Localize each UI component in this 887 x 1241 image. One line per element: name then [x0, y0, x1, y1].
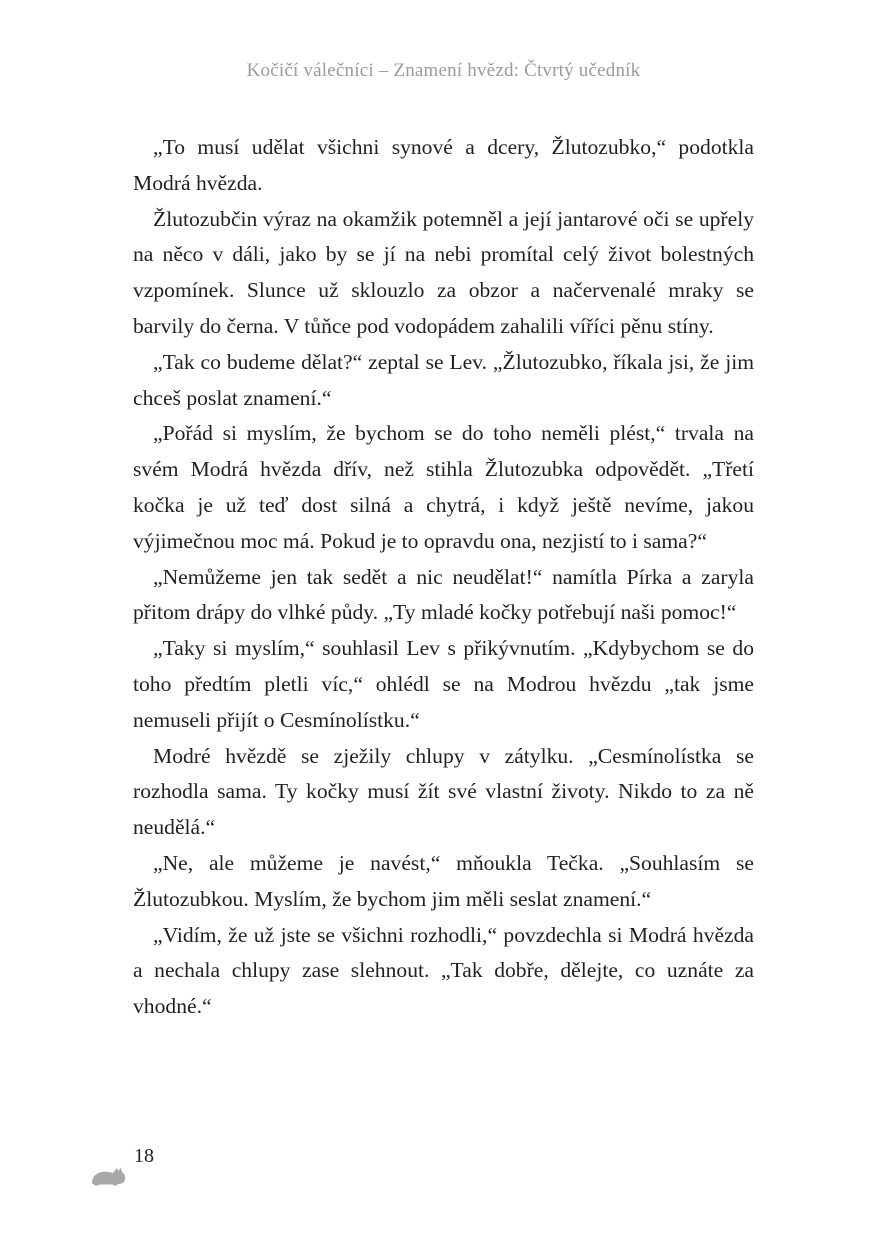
paragraph-8: „Ne, ale můžeme je navést,“ mňoukla Tečka. „Souhlasím se Žlutozubkou. Myslím, že bychom jim měli seslat znamení.“ [133, 850, 754, 911]
running-header: Kočičí válečníci – Znamení hvězd: Čtvrtý učedník [246, 60, 641, 81]
paragraph-5: „Nemůžeme jen tak sedět a nic neudělat!“ namítla Pírka a zaryla přitom drápy do vlhké půdy. „Ty mladé kočky potřebují naši pomoc!“ [133, 564, 754, 625]
paragraph-9: „Vidím, že už jste se všichni rozhodli,“ povzdechla si Modrá hvězda a nechala chlupy zase slehnout. „Tak dobře, dělejte, co uznáte za vhodné.“ [133, 922, 754, 1019]
body-text [133, 130, 754, 1025]
paragraph-6: „Taky si myslím,“ souhlasil Lev s přikývnutím. „Kdybychom se do toho předtím pletli víc,“ ohlédl se na Modrou hvězdu „tak jsme nemuseli přijít o Cesmínolístku.“ [133, 636, 754, 732]
paragraph-1: „To musí udělat všichni synové a dcery, Žlutozubko,“ podotkla Modrá hvězda. [133, 135, 754, 195]
page-footer [90, 1145, 210, 1190]
paragraph-4: „Pořád si myslím, že bychom se do toho neměli plést,“ trvala na svém Modrá hvězda dřív, než stihla Žlutozubka odpovědět. „Třetí kočka je už teď dost silná a chytrá, i když ještě nevíme, jakou výjimečnou moc má. Pokud je to opravdu ona, nezjistí to i sama?“ [133, 421, 754, 553]
paragraph-3: „Tak co budeme dělat?“ zeptal se Lev. „Žlutozubko, říkala jsi, že jim chceš poslat znamení.“ [133, 349, 754, 410]
paragraph-2: Žlutozubčin výraz na okamžik potemněl a její jantarové oči se upřely na něco v dáli, jako by se jí na nebi promítal celý život bolestných vzpomínek. Slunce už sklouzlo za obzor a načervenalé mraky se barvily do černa. V tůňce pod vodopádem zahalili víříci pěnu stíny. [133, 206, 754, 338]
cat-silhouette-icon [90, 1159, 128, 1187]
paragraph-7: Modré hvězdě se zježily chlupy v zátylku. „Cesmínolístka se rozhodla sama. Ty kočky musí žít své vlastní životy. Nikdo to za ně neudělá.“ [133, 743, 754, 840]
page-number: 18 [134, 1145, 154, 1167]
